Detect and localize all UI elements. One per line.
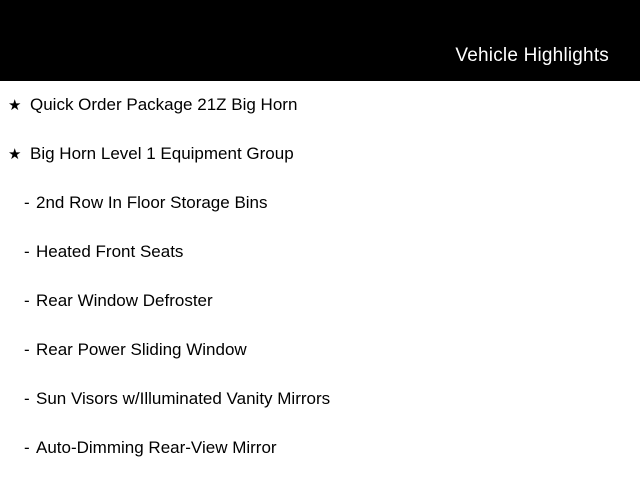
header-bar [0, 0, 640, 81]
list-item-label: Rear Window Defroster [36, 291, 213, 310]
list-item-label: Sun Visors w/Illuminated Vanity Mirrors [36, 389, 331, 408]
dash-icon: - [24, 242, 30, 261]
list-item-label: 2nd Row In Floor Storage Bins [36, 193, 268, 212]
list-item [0, 143, 640, 192]
list-item [0, 437, 640, 486]
list-item-label: Rear Power Sliding Window [36, 340, 247, 359]
list-item-label: Quick Order Package 21Z Big Horn [30, 95, 298, 114]
star-icon: ★ [8, 146, 22, 163]
list-item [0, 290, 640, 339]
page-title: Vehicle Highlights [455, 45, 609, 66]
list-item-label: Auto-Dimming Rear-View Mirror [36, 438, 277, 457]
list-item-label: Heated Front Seats [36, 242, 184, 261]
list-item [0, 94, 640, 143]
list-item-label: Big Horn Level 1 Equipment Group [30, 144, 294, 163]
list-item [0, 192, 640, 241]
dash-icon: - [24, 340, 30, 359]
list-item [0, 241, 640, 290]
list-item [0, 388, 640, 437]
highlights-list [0, 81, 640, 486]
star-icon: ★ [8, 97, 22, 114]
dash-icon: - [24, 389, 30, 408]
list-item [0, 339, 640, 388]
dash-icon: - [24, 438, 30, 457]
dash-icon: - [24, 193, 30, 212]
dash-icon: - [24, 291, 30, 310]
